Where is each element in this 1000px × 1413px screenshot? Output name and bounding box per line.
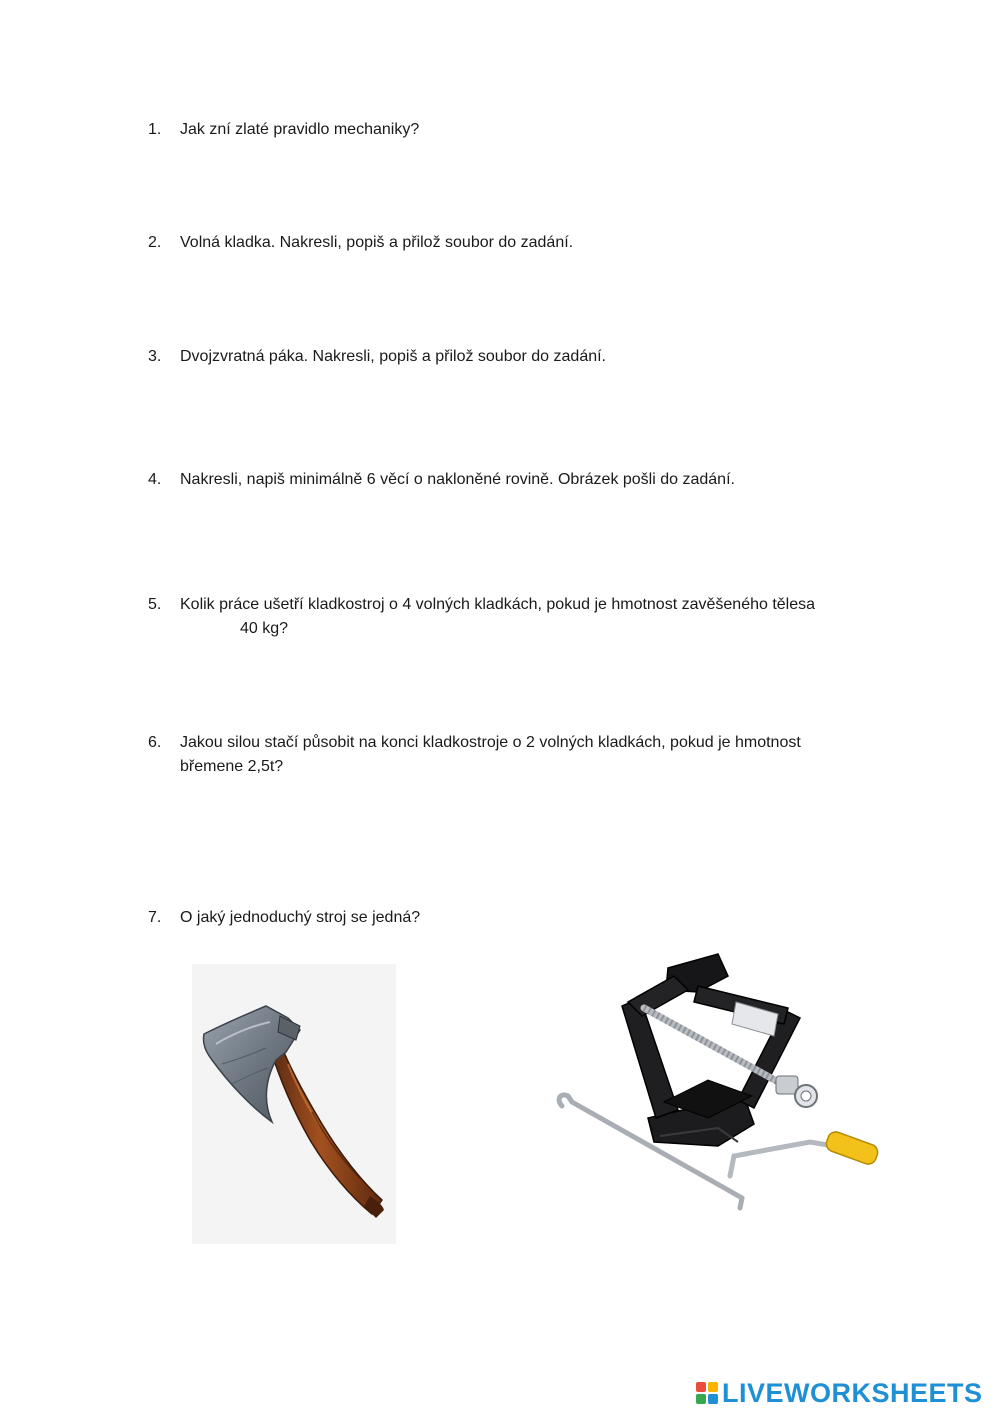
- logo-square-4: [708, 1394, 718, 1404]
- question-text: Volná kladka. Nakresli, popiš a přilož soubor do zadání.: [180, 234, 574, 251]
- question-number: 1.: [148, 121, 162, 138]
- question-1: [148, 118, 419, 142]
- logo-square-3: [696, 1394, 706, 1404]
- question-number: 2.: [148, 234, 162, 251]
- question-6: [148, 731, 801, 775]
- question-number: 6.: [148, 734, 162, 751]
- question-text: Nakresli, napiš minimálně 6 věcí o nakloněné rovině. Obrázek pošli do zadání.: [180, 471, 735, 488]
- question-text: Kolik práce ušetří kladkostroj o 4 volných kladkách, pokud je hmotnost zavěšeného tělesa: [180, 596, 816, 613]
- question-number: 4.: [148, 471, 162, 488]
- question-number: 7.: [148, 909, 162, 926]
- question-number: 5.: [148, 596, 162, 613]
- question-text: Dvojzvratná páka. Nakresli, popiš a přilož soubor do zadání.: [180, 348, 606, 365]
- logo-squares-icon: [696, 1382, 718, 1404]
- question-7: [148, 906, 420, 930]
- logo-text: LIVEWORKSHEETS: [722, 1378, 983, 1408]
- question-text: O jaký jednoduchý stroj se jedná?: [180, 909, 421, 926]
- liveworksheets-logo: [696, 1378, 983, 1408]
- question-4: [148, 468, 735, 492]
- question-2: [148, 231, 573, 255]
- axe-icon: [192, 964, 396, 1244]
- logo-square-1: [696, 1382, 706, 1392]
- question-text-continuation: 40 kg?: [240, 620, 289, 637]
- question-text: Jak zní zlaté pravidlo mechaniky?: [180, 121, 420, 138]
- question-3: [148, 345, 606, 369]
- car-jack-icon: [548, 946, 888, 1216]
- question-text-continuation: břemene 2,5t?: [180, 758, 284, 775]
- question-text: Jakou silou stačí působit na konci kladkostroje o 2 volných kladkách, pokud je hmotnost: [180, 734, 801, 751]
- logo-square-2: [708, 1382, 718, 1392]
- question-5: [148, 593, 816, 637]
- question-number: 3.: [148, 348, 162, 365]
